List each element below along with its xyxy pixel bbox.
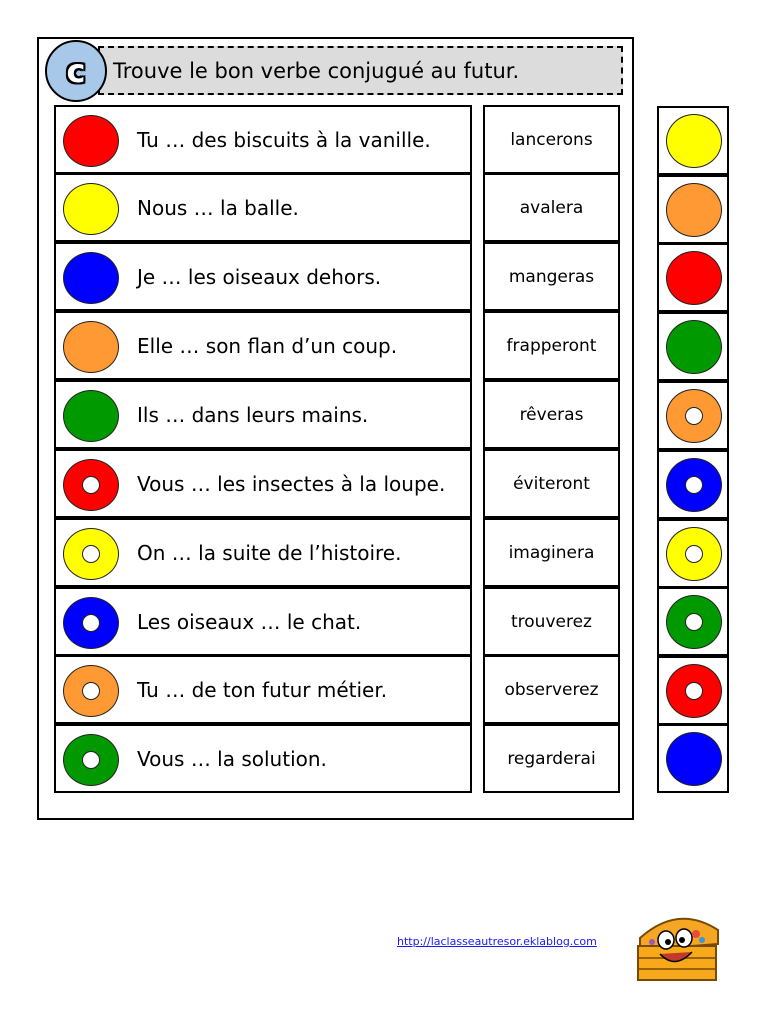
verb-card[interactable]: avalera [483,173,620,242]
ring-hole [685,682,703,700]
sentence-row [54,587,472,656]
verb-card[interactable]: lancerons [483,105,620,174]
sentence-row [54,311,472,380]
answer-color-circle [666,114,722,168]
ring-hole [82,614,100,632]
color-marker [63,115,119,167]
answer-color-circle [666,664,722,718]
sentence-text: Nous … la balle. [137,195,299,220]
answer-circle-cell[interactable] [657,519,729,588]
verb-card[interactable]: mangeras [483,242,620,311]
ring-hole [82,476,100,494]
sentence-text: Ils … dans leurs mains. [137,402,369,427]
answer-circle-cell[interactable] [657,106,729,175]
sentence-text: Tu … de ton futur métier. [137,677,388,702]
sentence-text: Vous … les insectes à la loupe. [137,471,446,496]
section-badge [45,40,107,102]
answer-circle-cell[interactable] [657,243,729,312]
answer-circle-cell[interactable] [657,587,729,656]
sentence-row [54,105,472,174]
ring-hole [685,613,703,631]
sentence-text: Je … les oiseaux dehors. [137,264,382,289]
sentence-row [54,655,472,724]
answer-circle-cell[interactable] [657,656,729,725]
sentence-text: Les oiseaux … le chat. [137,609,362,634]
ring-hole [685,545,703,563]
answer-circle-cell[interactable] [657,724,729,793]
sentence-text: Tu … des biscuits à la vanille. [137,127,431,152]
color-marker [63,459,119,511]
answer-circle-cell[interactable] [657,381,729,450]
verb-card[interactable]: imaginera [483,518,620,587]
color-marker [63,183,119,235]
color-marker [63,390,119,442]
answer-color-circle [666,183,722,237]
sentence-row [54,449,472,518]
sentence-row [54,173,472,242]
ring-hole [685,476,703,494]
answer-color-circle [666,527,722,581]
sentence-row [54,518,472,587]
sentence-row [54,724,472,793]
sentence-row [54,242,472,311]
answer-circle-cell[interactable] [657,312,729,381]
verb-card[interactable]: frapperont [483,311,620,380]
color-marker [63,321,119,373]
color-marker [63,597,119,649]
sentence-text: On … la suite de l’histoire. [137,540,402,565]
color-marker [63,665,119,717]
verb-card[interactable]: regarderai [483,724,620,793]
color-marker [63,252,119,304]
ring-hole [82,545,100,563]
exercise-title: Trouve le bon verbe conjugué au futur. [113,59,520,83]
answer-circle-cell[interactable] [657,450,729,519]
answer-color-circle [666,595,722,649]
verb-card[interactable]: trouverez [483,587,620,656]
sentence-row [54,380,472,449]
answer-color-circle [666,458,722,512]
answer-color-circle [666,389,722,443]
answer-color-circle [666,251,722,305]
treasure-chest-icon [630,910,726,982]
verb-card[interactable]: éviteront [483,449,620,518]
badge-letter: c [66,52,86,90]
answer-circle-cell[interactable] [657,175,729,244]
color-marker [63,734,119,786]
ring-hole [685,407,703,425]
verb-card[interactable]: observerez [483,655,620,724]
ring-hole [82,682,100,700]
answer-color-circle [666,732,722,786]
color-marker [63,528,119,580]
answer-color-circle [666,320,722,374]
ring-hole [82,751,100,769]
verb-card[interactable]: rêveras [483,380,620,449]
sentence-text: Vous … la solution. [137,746,327,771]
footer-link[interactable]: http://laclasseautresor.eklablog.com [397,935,597,948]
sentence-text: Elle … son flan d’un coup. [137,333,398,358]
